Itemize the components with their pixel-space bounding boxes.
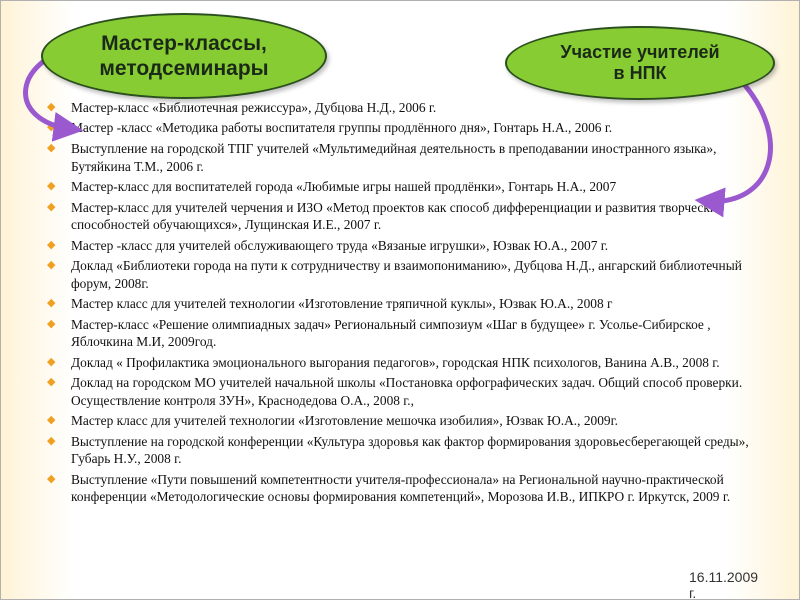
list-item-text: Мастер-класс для воспитателей города «Любимые игры нашей продлёнки», Гонтарь Н.А., 2007 — [71, 179, 617, 195]
list-item — [45, 354, 751, 372]
npk-participation-oval-label: Участие учителей в НПК — [560, 42, 720, 83]
list-item-text: Мастер класс для учителей технологии «Изготовление тряпичной куклы», Юзвак Ю.А., 2008 г — [71, 296, 613, 312]
slide-date: 16.11.2009 г. — [689, 569, 759, 601]
npk-participation-oval — [505, 26, 775, 100]
diamond-bullet-icon: ◆ — [47, 141, 56, 154]
list-item — [45, 374, 751, 409]
diamond-bullet-icon: ◆ — [47, 317, 56, 330]
list-item — [45, 295, 751, 313]
diamond-bullet-icon: ◆ — [47, 297, 56, 310]
list-item-text: Выступление «Пути повышений компетентности учителя-профессионала» на Региональной научно-практической конференции «Методологические основы формирования компетенций», Морозова И.В., ИПКРО г. Иркутск, 2009 г. — [71, 471, 731, 505]
diamond-bullet-icon: ◆ — [47, 414, 56, 427]
list-item-text: Доклад «Библиотеки города на пути к сотрудничеству и взаимопониманию», Дубцова Н.Д., ангарский библиотечный форум, 2008г. — [71, 258, 742, 291]
list-item-text: Доклад на городском МО учителей начальной школы «Постановка орфографических задач. Общий способ проверки. Осуществление контроля ЗУН», Краснодедова О.А., 2008 г., — [71, 375, 743, 408]
list-item-text: Мастер-класс «Решение олимпиадных задач» Региональный симпозиум «Шаг в будущее» г. Усолье-Сибирское , Яблочкина М.И, 2009год. — [71, 316, 711, 350]
diamond-bullet-icon: ◆ — [47, 121, 56, 134]
list-item — [45, 140, 751, 175]
masterclasses-oval — [41, 13, 327, 99]
diamond-bullet-icon: ◆ — [47, 376, 56, 389]
diamond-bullet-icon: ◆ — [47, 259, 56, 272]
list-item-text: Выступление на городской конференции «Культура здоровья как фактор формирования здоровьесберегающей среды», Губарь Н.У., 2008 г. — [71, 433, 749, 467]
diamond-bullet-icon: ◆ — [47, 355, 56, 368]
activities-list — [45, 99, 751, 509]
masterclasses-oval-label: Мастер-классы, методсеминары — [99, 32, 269, 80]
list-item — [45, 412, 751, 430]
diamond-bullet-icon: ◆ — [47, 200, 56, 213]
list-item-text: Мастер-класс для учителей черчения и ИЗО «Метод проектов как способ дифференциации и развития творческих способностей обучающихся», Лущинская И.Е., 2007 г. — [71, 199, 724, 233]
diamond-bullet-icon: ◆ — [47, 238, 56, 251]
list-item — [45, 257, 751, 292]
list-item — [45, 433, 751, 468]
list-item — [45, 99, 751, 117]
list-item — [45, 178, 751, 196]
list-item — [45, 471, 751, 506]
list-item — [45, 316, 751, 351]
diamond-bullet-icon: ◆ — [47, 180, 56, 193]
list-item-text: Доклад « Профилактика эмоционального выгорания педагогов», городская НПК психологов, Ванина А.В., 2008 г. — [71, 354, 720, 370]
list-item-text: Мастер-класс «Библиотечная режиссура», Дубцова Н.Д., 2006 г. — [71, 100, 437, 115]
list-item — [45, 199, 751, 234]
diamond-bullet-icon: ◆ — [47, 101, 56, 113]
list-item-text: Мастер класс для учителей технологии «Изготовление мешочка изобилия», Юзвак Ю.А., 2009г. — [71, 413, 618, 429]
list-item-text: Выступление на городской ТПГ учителей «Мультимедийная деятельность в преподавании иностранного языка», Бутяйкина Т.М., 2006 г. — [71, 140, 717, 174]
diamond-bullet-icon: ◆ — [47, 434, 56, 447]
list-item-text: Мастер -класс для учителей обслуживающего труда «Вязаные игрушки», Юзвак Ю.А., 2007 г. — [71, 237, 609, 253]
list-item — [45, 119, 751, 137]
list-item-text: Мастер -класс «Методика работы воспитателя группы продлённого дня», Гонтарь Н.А., 2006 г. — [71, 120, 613, 136]
list-item — [45, 237, 751, 255]
diamond-bullet-icon: ◆ — [47, 472, 56, 485]
